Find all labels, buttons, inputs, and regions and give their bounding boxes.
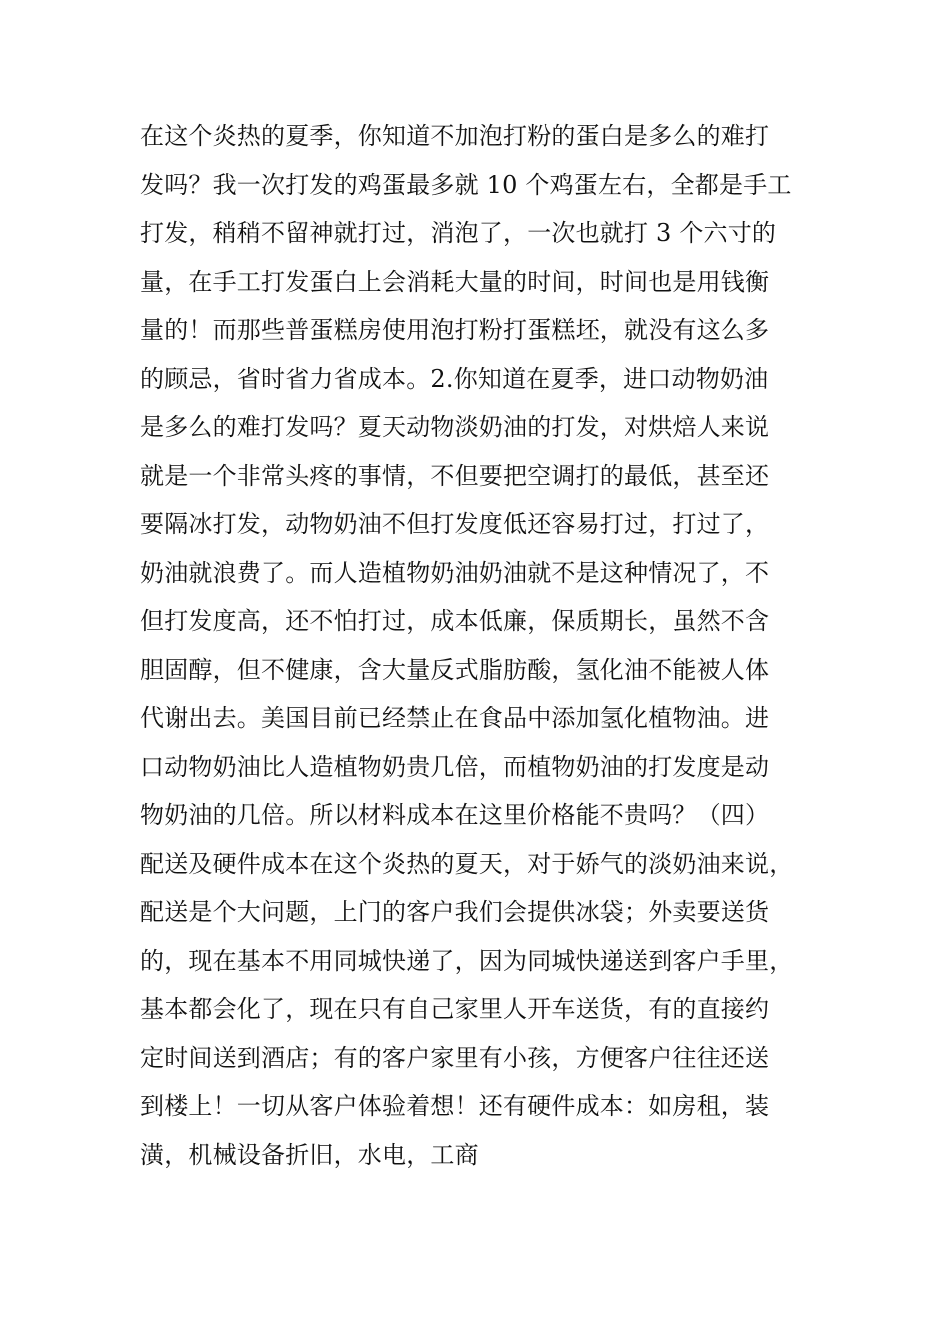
text-line: 奶油就浪费了。而人造植物奶油奶油就不是这种情况了，不: [140, 558, 770, 587]
text-line: 基本都会化了，现在只有自己家里人开车送货，有的直接约: [140, 995, 770, 1023]
text-line: 的顾忌，省时省力省成本。2.你知道在夏季，进口动物奶油: [140, 364, 769, 393]
body-text: [140, 112, 820, 1179]
text-line: 口动物奶油比人造植物奶贵几倍，而植物奶油的打发度是动: [140, 752, 770, 781]
text-line: 但打发度高，还不怕打过，成本低廉，保质期长，虽然不含: [140, 607, 770, 635]
text-line: 要隔冰打发，动物奶油不但打发度低还容易打过，打过了，: [140, 510, 770, 538]
text-line: 量的！而那些普蛋糕房使用泡打粉打蛋糕坯，就没有这么多: [140, 316, 770, 344]
text-line: 量，在手工打发蛋白上会消耗大量的时间，时间也是用钱衡: [140, 267, 770, 296]
text-line: 发吗？我一次打发的鸡蛋最多就 10 个鸡蛋左右，全都是手工: [140, 170, 792, 199]
text-line: 定时间送到酒店；有的客户家里有小孩，方便客户往往还送: [140, 1043, 770, 1072]
text-line: 就是一个非常头疼的事情，不但要把空调打的最低，甚至还: [140, 461, 770, 490]
text-line: 配送是个大问题，上门的客户我们会提供冰袋；外卖要送货: [140, 898, 770, 926]
text-line: 潢，机械设备折旧，水电，工商: [140, 1140, 479, 1169]
text-line: 到楼上！一切从客户体验着想！还有硬件成本：如房租，装: [140, 1092, 770, 1120]
text-line: 物奶油的几倍。所以材料成本在这里价格能不贵吗？（四）: [140, 801, 770, 829]
text-line: 打发，稍稍不留神就打过，消泡了，一次也就打 3 个六寸的: [140, 219, 777, 247]
text-line: 是多么的难打发吗？夏天动物淡奶油的打发，对烘焙人来说: [140, 413, 770, 441]
text-line: 胆固醇，但不健康，含大量反式脂肪酸，氢化油不能被人体: [140, 655, 770, 684]
text-line: 在这个炎热的夏季，你知道不加泡打粉的蛋白是多么的难打: [140, 122, 770, 150]
text-line: 的，现在基本不用同城快递了，因为同城快递送到客户手里，: [140, 946, 794, 975]
text-line: 代谢出去。美国目前已经禁止在食品中添加氢化植物油。进: [140, 704, 770, 732]
text-line: 配送及硬件成本在这个炎热的夏天，对于娇气的淡奶油来说，: [140, 849, 794, 878]
